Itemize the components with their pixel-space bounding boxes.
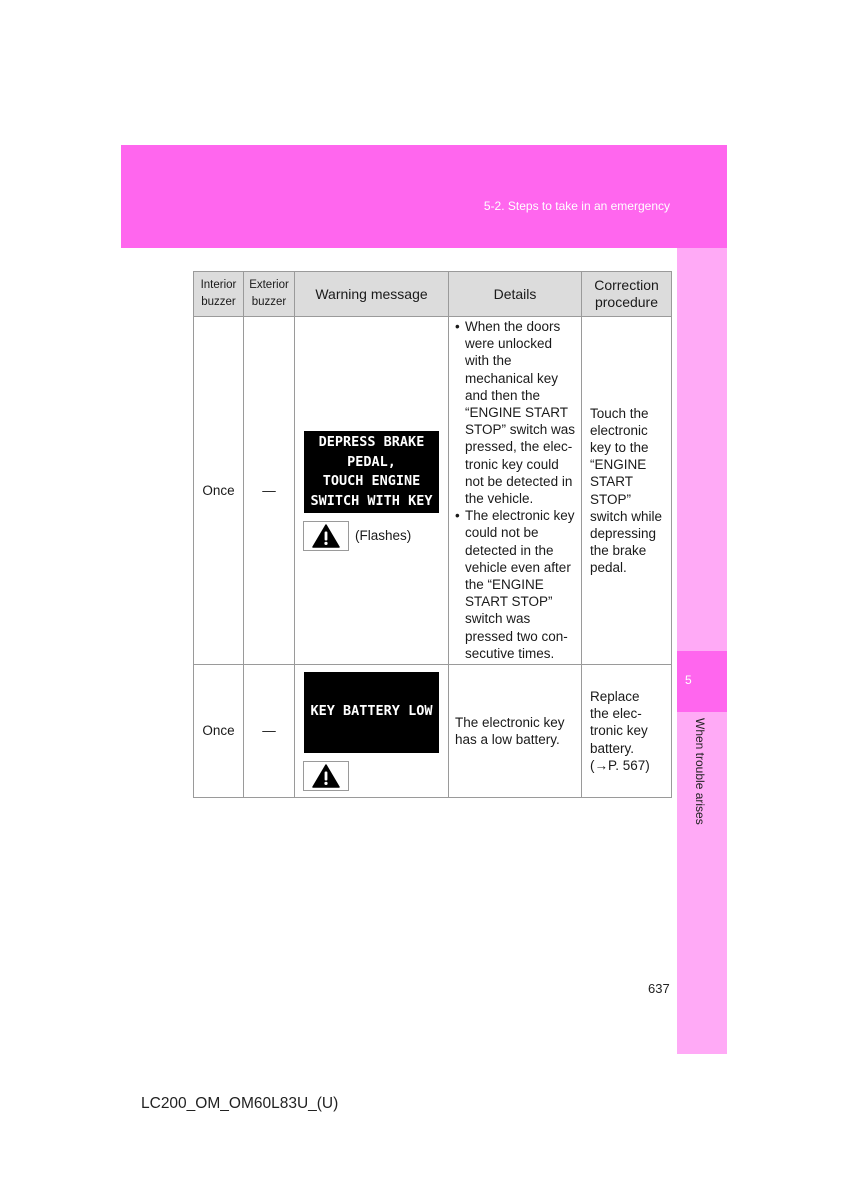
col-header-details: Details	[449, 272, 582, 317]
display-message: KEY BATTERY LOW	[304, 672, 439, 753]
display-message: DEPRESS BRAKE PEDAL, TOUCH ENGINE SWITCH WITH KEY	[304, 431, 439, 513]
warning-triangle-icon	[312, 524, 340, 548]
list-item: • When the doors were unlocked with the mechanical key and then the “ENGINE START STOP” switch was pressed, the elec-tronic key could not be detected in the vehicle.	[455, 318, 577, 507]
exterior-buzzer-cell: —	[244, 317, 295, 665]
warning-message-cell	[295, 317, 449, 665]
warning-triangle-icon	[312, 764, 340, 788]
header-band	[121, 145, 727, 248]
correction-cell: Replace the elec- tronic key battery. (→P. 567)	[582, 665, 672, 798]
warning-table	[193, 271, 672, 798]
interior-buzzer-cell: Once	[194, 665, 244, 798]
col-header-warning-message: Warning message	[295, 272, 449, 317]
exterior-buzzer-cell: —	[244, 665, 295, 798]
section-title: 5-2. Steps to take in an emergency	[483, 199, 670, 213]
details-cell: The electronic key has a low battery.	[449, 665, 582, 798]
chapter-tab[interactable]	[677, 651, 727, 712]
chapter-title: When trouble arises	[693, 718, 707, 825]
flashes-label: (Flashes)	[355, 527, 412, 543]
warning-message-cell	[295, 665, 449, 798]
chapter-side-band	[677, 248, 727, 1054]
warning-icon-box	[303, 761, 349, 791]
icon-row	[303, 761, 440, 791]
table-row	[194, 665, 672, 798]
page-number: 637	[648, 981, 670, 996]
col-header-correction-procedure: Correction procedure	[582, 272, 672, 317]
list-item: • The electronic key could not be detected in the vehicle even after the “ENGINE START STOP” switch was pressed two con-secutive times.	[455, 507, 577, 662]
col-header-interior-buzzer: Interior buzzer	[194, 272, 244, 317]
chapter-number: 5	[685, 673, 692, 687]
details-cell	[449, 317, 582, 665]
icon-row	[303, 521, 440, 551]
details-list	[455, 318, 577, 662]
correction-cell: Touch the electronic key to the “ENGINE START STOP” switch while depressing the brake pedal.	[582, 317, 672, 665]
warning-icon-box	[303, 521, 349, 551]
col-header-exterior-buzzer: Exterior buzzer	[244, 272, 295, 317]
table-row	[194, 317, 672, 665]
interior-buzzer-cell: Once	[194, 317, 244, 665]
document-id: LC200_OM_OM60L83U_(U)	[141, 1095, 339, 1112]
table-header-row	[194, 272, 672, 317]
